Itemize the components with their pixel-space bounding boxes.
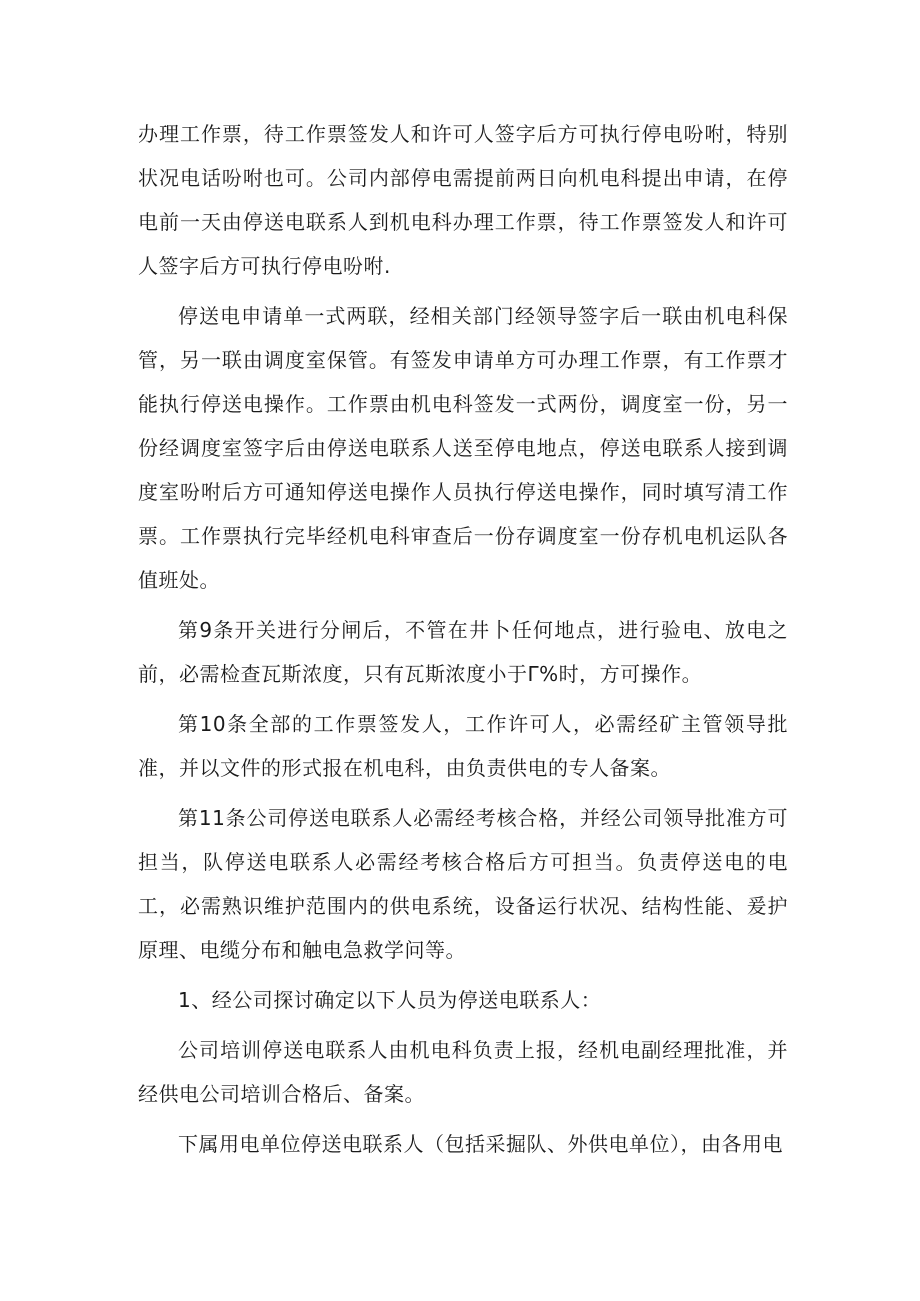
paragraph-application-form: 停送电申请单一式两联，经相关部门经领导签字后一联由机电科保管，另一联由调度室保管。有签发申请单方可办理工作票，有工作票才能执行停送电操作。工作票由机电科签发一式两份，调度室一份，另一份经调度室签字后由停送电联系人送至停电地点，停送电联系人接到调度室吩咐后方可通知停送电操作人员执行停送电操作，同时填写清工作票。工作票执行完毕经机电科审查后一份存调度室一份存机电机运队各值班处。	[138, 304, 788, 592]
paragraph-article-9: 第9条开关进行分闸后，不管在井卜任何地点，进行验电、放电之前，必需检查瓦斯浓度，只有瓦斯浓度小于Γ%时，方可操作。	[138, 618, 788, 686]
document-body	[138, 112, 788, 1166]
paragraph-company-training: 公司培训停送电联系人由机电科负责上报，经机电副经理批准，并经供电公司培训合格后、备案。	[138, 1038, 788, 1106]
paragraph-article-10: 第10条全部的工作票签发人，工作许可人，必需经矿主管领导批准，并以文件的形式报在机电科，由负责供电的专人备案。	[138, 712, 788, 780]
paragraph-continuation: 办理工作票，待工作票签发人和许可人签字后方可执行停电吩咐，特别状况电话吩咐也可。公司内部停电需提前两日向机电科提出申请，在停电前一天由停送电联系人到机电科办理工作票，待工作票签发人和许可人签字后方可执行停电吩咐.	[138, 122, 788, 278]
paragraph-subordinate-units: 下属用电单位停送电联系人（包括采掘队、外供电单位），由各用电	[178, 1132, 783, 1156]
paragraph-item-1: 1、经公司探讨确定以下人员为停送电联系人：	[178, 988, 602, 1012]
paragraph-article-11: 第11条公司停送电联系人必需经考核合格，并经公司领导批准方可担当，队停送电联系人必需经考核合格后方可担当。负责停送电的电工，必需熟识维护范围内的供电系统，设备运行状况、结构性能、爰护原理、电缆分布和触电急救学问等。	[138, 806, 788, 962]
